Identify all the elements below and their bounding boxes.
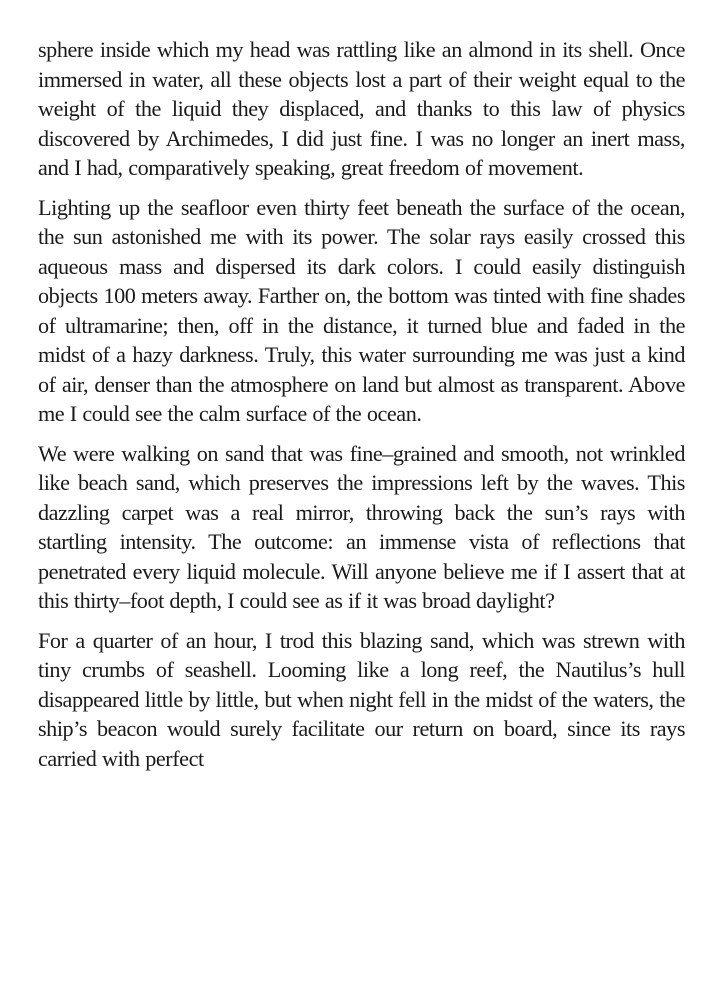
book-page-text xyxy=(38,35,685,773)
paragraph-sunlight-seafloor: Lighting up the seafloor even thirty feet beneath the surface of the ocean, the sun astonished me with its power. The solar rays easily crossed this aqueous mass and dispersed its dark colors. I could easily distinguish objects 100 meters away. Farther on, the bottom was tinted with fine shades of ultramarine; then, off in the distance, it turned blue and faded in the midst of a hazy darkness. Truly, this water surrounding me was just a kind of air, denser than the atmosphere on land but almost as transparent. Above me I could see the calm surface of the ocean. xyxy=(38,194,685,426)
paragraph-blazing-sand: For a quarter of an hour, I trod this blazing sand, which was strewn with tiny crumbs of seashell. Looming like a long reef, the Nautilus’s hull disappeared little by little, but when night fell in the midst of the waters, the ship’s beacon would surely facilitate our return on board, since its rays carried with perfect xyxy=(38,627,685,771)
paragraph-diving-suit: sphere inside which my head was rattling like an almond in its shell. Once immersed in water, all these objects lost a part of their weight equal to the weight of the liquid they displaced, and thanks to this law of physics discovered by Archimedes, I did just fine. I was no longer an inert mass, and I had, comparatively speaking, great freedom of movement. xyxy=(38,37,685,180)
paragraph-sand-mirror: We were walking on sand that was fine–grained and smooth, not wrinkled like beach sand, which preserves the impressions left by the waves. This dazzling carpet was a real mirror, throwing back the sun’s rays with startling intensity. The outcome: an immense vista of reflections that penetrated every liquid molecule. Will anyone believe me if I assert that at this thirty–foot depth, I could see as if it was broad daylight? xyxy=(38,440,685,613)
